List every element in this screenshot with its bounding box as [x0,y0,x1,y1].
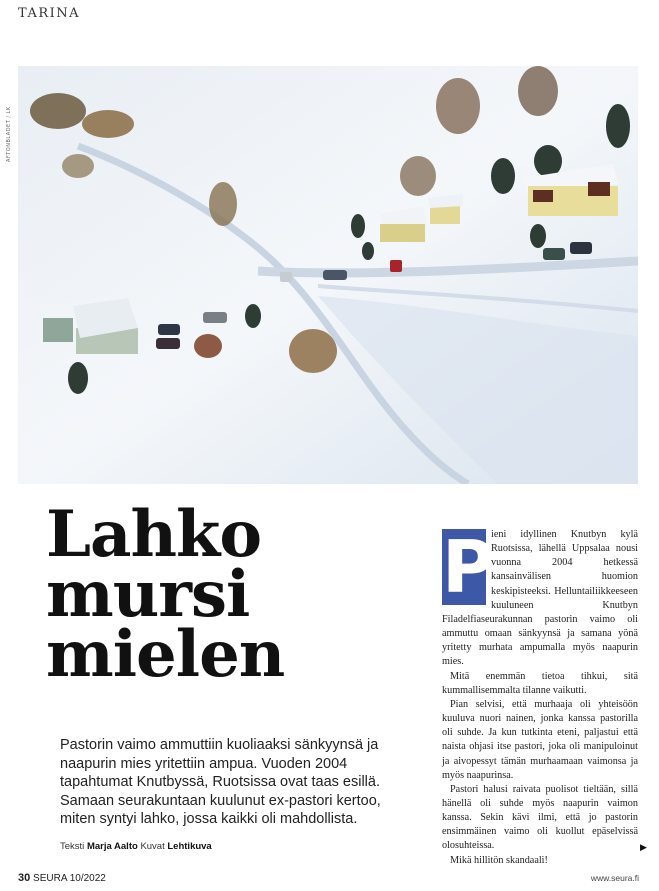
headline-line-2: mursi [46,557,250,632]
byline-text-label: Teksti [60,841,85,852]
byline-photographer: Lehtikuva [167,841,212,852]
body-paragraph: ieni idyllinen Knutbyn kylä Ruotsissa, lähellä Uppsalaa nousi vuonna 2004 hetkessä kansainvälisen huomion keskipisteeksi. Helluntailiikkeeseen kuuluneen Knutbyn Filadelfiaseurakunnan pastorin vaimo oli ammuttu omaan sänkyynsä ja samana yönä yritetty murhata ampumalla myös naapurin mies. [442,529,638,668]
hero-photo-snowy-village [18,66,638,484]
page-number: 30 [18,872,31,884]
footer-website: www.seura.fi [590,873,639,883]
photo-credit: AFTONBLADET / LK [6,106,12,162]
magazine-issue: SEURA 10/2022 [33,873,106,884]
byline [60,841,212,852]
article-body [442,525,638,868]
footer-page-info [18,872,106,884]
dropcap: P [442,525,495,609]
byline-author: Marja Aalto [86,841,138,852]
lead-paragraph: Pastorin vaimo ammuttiin kuoliaaksi sänkyynsä ja naapurin mies yritettiin ampua. Vuoden 2004 tapahtumat Knutbyssä, Ruotsissa ovat taas esillä. Samaan seurakuntaan kuulunut ex-pastori kertoo, miten syntyi lahko, jossa kaikki oli mahdollista. [60,737,381,827]
byline-photos-label: Kuvat [140,841,165,852]
headline-line-1: Lahko [46,497,262,572]
body-paragraph: Pian selvisi, että murhaaja oli yhteisöön kuuluva nuori nainen, jonka kanssa pastorilla oli suhde. Ja kun tutkinta eteni, paljastui että naista ohjasi itse pastori, joka oli manipuloinut ja aivopessyt tämän murhaamaan vaimonsa ja myös naapurinsa. [442,698,638,781]
headline-line-3: mielen [46,617,285,692]
section-label: TARINA [18,6,81,21]
body-paragraph: Mitä enemmän tietoa tihkui, sitä kummallisemmalta tilanne vaikutti. [442,670,638,696]
end-arrow-icon: ▶ [640,843,647,853]
headline [46,497,346,692]
body-paragraph: Mikä hillitön skandaali! [450,854,548,866]
body-paragraph: Pastori halusi raivata puolisot tieltään, sillä hänellä oli suhde myös naapurin vaimon kanssa. Sekin kävi ilmi, että jo pastorin ensimmäinen vaimo oli kuollut epäselvissä olosuhteissa. [442,783,638,852]
